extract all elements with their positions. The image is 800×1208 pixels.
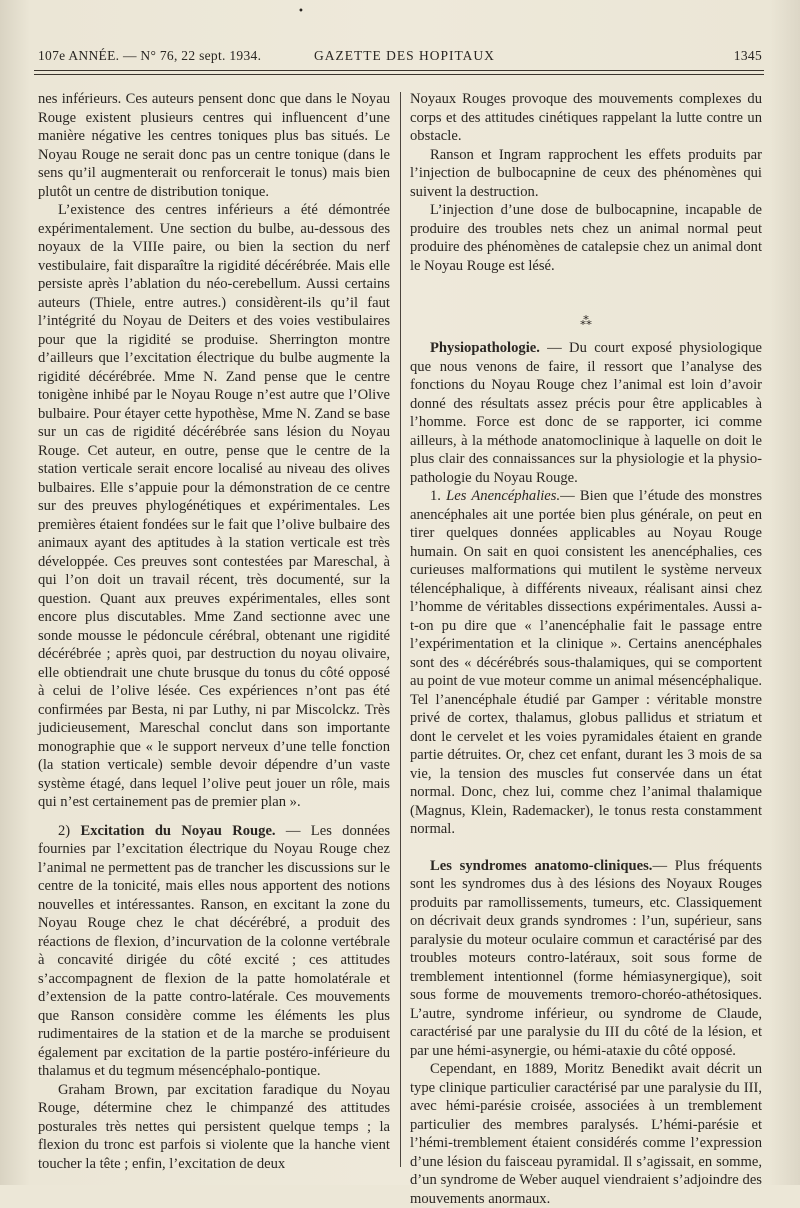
section-number: 1. xyxy=(430,488,447,504)
section-heading: Excitation du Noyau Rouge. xyxy=(80,822,276,839)
paragraph: Ranson et Ingram rapprochent les effets produits par l’injection de bulbocapnine de ceux des phénomènes qui suivent la destruction. xyxy=(410,146,762,200)
header-rule-top xyxy=(34,70,764,71)
left-column xyxy=(38,90,390,1173)
section-paragraph xyxy=(410,339,762,487)
section-heading: Physiopathologie. xyxy=(430,340,540,356)
page-number: 1345 xyxy=(733,48,762,63)
section-paragraph xyxy=(410,857,762,1061)
column-divider xyxy=(400,92,401,1167)
section-paragraph xyxy=(410,487,762,839)
section-separator: ⁂ xyxy=(580,314,592,328)
section-number: 2) xyxy=(58,822,81,839)
section-body: — Les données fournies par l’excitation électrique du Noyau Rouge chez l’animal ne permettent pas de trancher les discussions sur le centre de la tonicité, mais elles nous apportent des notions nouvelles et intéressantes. Ranson, en excitant la zone du Noyau Rouge chez le chat décérébré, a produit des réactions de flexion, d’incurvation de la colonne vertébrale à concavité dirigée du côté excité ; ces attitudes s’accompagnent de flexion de la patte homolatérale et d’extension de la patte contro-latérale. Ces mouvements que Ranson considère comme les éléments les plus rudimentaires de la station et de la marche se produisent également par excitation de la partie postéro-inférieure du thalamus et du tegmum mésencéphalo-pontique. xyxy=(38,822,390,1079)
section-heading: Les syndromes anatomo-cliniques. xyxy=(430,857,653,874)
section-heading: Les Anencéphalies. xyxy=(446,488,561,504)
running-header xyxy=(38,48,762,66)
section-body: — Bien que l’étude des monstres anencéphales ait une portée bien plus générale, on peut en tirer quelques données applicables au Noyau Rouge humain. On sait en quoi consistent les anencéphalies, ces curieuses malformations qui mutilent le système nerveux télencéphalique, à différents niveaux, réalisant ainsi chez l’homme de véritables dissections expérimentales. Aussi a-t-on pu dire que « l’anencéphalie fait le passage entre l’expérimentation et la clinique ». Certains anencéphales sont des « décérébrés sous-thalamiques, qui se comportent au point de vue moteur comme un animal mésencéphalique. Tel l’anencéphale étudié par Gamper : véritable monstre privé de cortex, thalamus, globus pallidus et striatum et dont le cervelet et les voies pyramidales étaient en grande partie détruites. Or, chez cet enfant, durant les 3 mois de sa vie, la tension des muscles fut conservée dans un état normal. Donc, chez lui, comme chez l’animal thalamique (Magnus, Klein, Rademacker), le tonus resta constamment normal. xyxy=(410,488,763,837)
ink-mark: • xyxy=(298,6,304,17)
right-column xyxy=(410,90,762,1208)
paragraph: Graham Brown, par excitation faradique du Noyau Rouge, détermine chez le chimpanzé des attitudes posturales très nettes qui persistent quelque temps ; la flexion du tronc est parfois si violente que la hanche vient toucher la tête ; enfin, l’excitation de deux xyxy=(38,1081,390,1172)
paragraph: L’injection d’une dose de bulbocapnine, incapable de produire des troubles nets chez un animal normal peut produire des phénomènes de catalepsie chez un animal dont le Noyau Rouge est lésé. xyxy=(410,202,762,274)
paragraph: L’existence des centres inférieurs a été démontrée expérimentalement. Une section du bulbe, au-dessous des noyaux de la VIIIe paire, ou bien la section du nerf vestibulaire, fait disparaître la rigidité décérébrée. Mais elle persiste après l’ablation du néo-cerebellum. Aussi certains auteurs (Thiele, entre autres.) considèrent-ils qu’il faut l’intégrité du Noyau de Deiters et des voies vestibulaires pour que la rigidité se produise. Sherrington montre d’ailleurs que l’excitation électrique du bulbe augmente la rigidité décérébrée. Mme N. Zand pense que le centre tonigène inhibé par le Noyau Rouge n’est autre que l’Olive bulbaire. Pour étayer cette hypothèse, Mme N. Zand se base sur un cas de rigidité décérébrée sans lésion du Noyau Rouge. Cet auteur, en outre, pense que le centre de la station verticale serait encore localisé au niveau des olives bulbaires. Elle s’appuie pour la démonstration de ce centre sur des preuves phylogénétiques et expérimentales. Les premières étaient fondées sur le fait que l’olive bulbaire des animaux ayant des aptitudes à la station verticale est très développée. Ces preuves sont contestées par Mareschal, à qui l’on doit un travail récent, très documenté, sur la question. Quant aux preuves expérimentales, elles sont encore plus discutables. Mme Zand sectionne avec une sonde mousse le pédoncule cérébral, obtenant une rigidité décérébrée ; après quoi, par destruction du noyau olivaire, elle obtiendrait une chute brusque du tonus du côté opposé à celui de l’olive lésée. Ces expériences n’ont pas été confirmées par Besta, ni par Luthy, ni par Miscolckz. Très judicieusement, Mareschal conclut dans son importante monographie que « le support nerveux d’une telle fonction (la station verticale) semble devoir dépendre d’un vaste système étagé, dans lequel l’olive peut jouer un rôle, mais qui n’est certainement pas de premier plan ». xyxy=(38,202,390,810)
issue-info: 107e ANNÉE. — N° 76, 22 sept. 1934. xyxy=(38,48,262,63)
section-body: — Du court exposé physiologique que nous venons de faire, il ressort que l’analyse des fonctions du Noyau Rouge chez l’animal est loin d’avoir donné des résultats assez précis pour être applicables à l’homme. Force est donc de se rapporter, ici comme ailleurs, à la méthode anatomoclinique à laquelle on doit le plus clair des connaissances sur la physiologie et la physio-pathologie du Noyau Rouge. xyxy=(410,340,762,486)
journal-title: GAZETTE DES HOPITAUX xyxy=(314,48,495,63)
paragraph: Cependant, en 1889, Moritz Benedikt avait décrit un type clinique particulier caractérisé par une paralysie du III, avec hémi-parésie croisée, associées à un tremblement particulier des membres paralysés. L’hémi-parésie et l’hémi-tremblement étaient considérés comme l’expression d’une lésion du faisceau pyramidal. Il s’agissait, en somme, d’un syndrome de Weber auquel viendraient s’adjoindre des mouvements anormaux. xyxy=(410,1061,762,1207)
paragraph: nes inférieurs. Ces auteurs pensent donc que dans le Noyau Rouge existent plusieurs centres qui influencent d’une manière négative les centres toniques plus bas situés. Le Noyau Rouge ne serait donc pas un centre tonique (dans le sens qu’il augmenterait ou renforcerait le tonus) mais bien plutôt un centre de distribution tonique. xyxy=(38,91,390,200)
section-body: — Plus fréquents sont les syndromes dus à des lésions des Noyaux Rouges produits par ramollissements, tumeurs, etc. Classiquement on décrivait deux grands syndromes : l’un, supérieur, sans paralysie du moteur oculaire commun et caractérisé par des troubles moteurs contro-latéraux, soit sous forme de tremblement intentionnel (forme hémiasynergique), soit sous forme de mouvements tremoro-choréo-athétosiques. L’autre, syndrome inférieur, ou syndrome de Claude, caractérisé par une paralysie du III du côté de la lésion, et par une hémi-asynergie, ou hémi-ataxie du côté opposé. xyxy=(410,857,763,1059)
section-paragraph xyxy=(38,822,390,1081)
header-rule-bottom xyxy=(34,74,764,75)
paragraph: Noyaux Rouges provoque des mouvements complexes du corps et des attitudes cinétiques rappelant la lutte contre un obstacle. xyxy=(410,91,762,144)
